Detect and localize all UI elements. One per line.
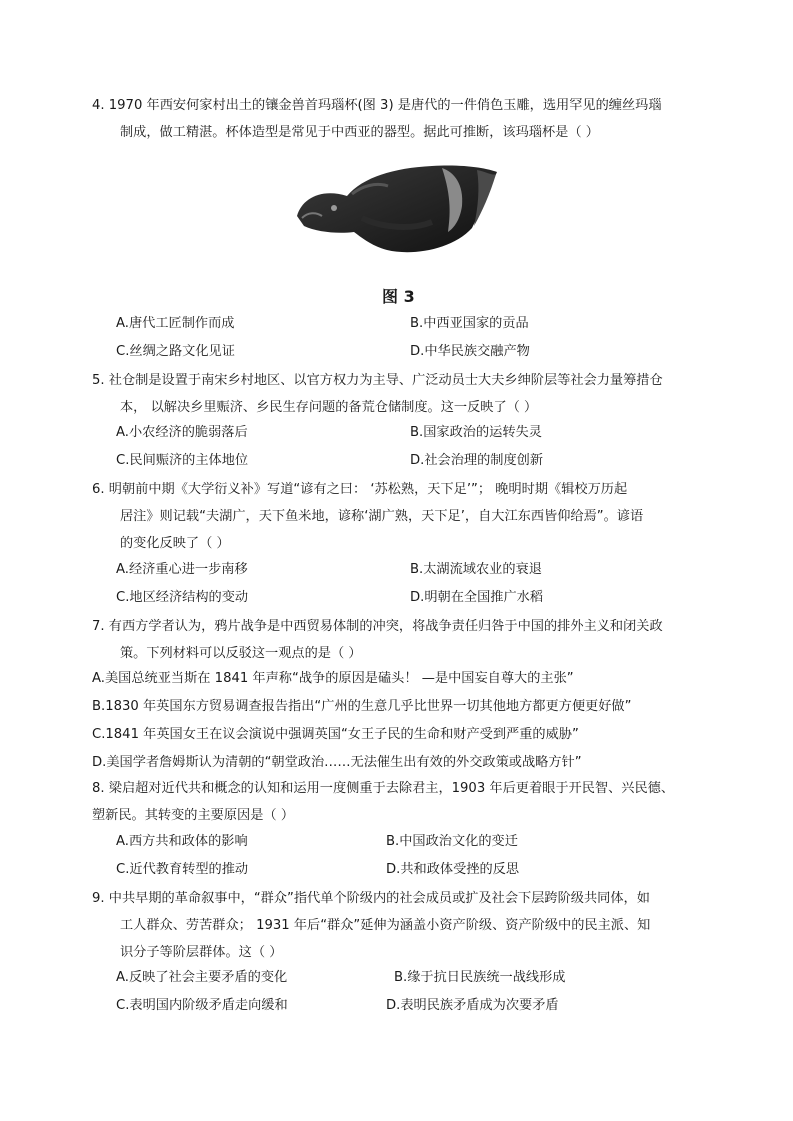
q7-option-d[interactable]: D.美国学者詹姆斯认为清朝的“朝堂政治……无法催生出有效的外交政策或战略方针” bbox=[92, 755, 582, 770]
q8-option-b[interactable]: B.中国政治文化的变迁 bbox=[386, 834, 518, 849]
q7-stem-line2: 策。下列材料可以反驳这一观点的是（ ） bbox=[120, 646, 362, 661]
q4-stem-line1: 4. 1970 年西安何家村出土的镶金兽首玛瑙杯(图 3) 是唐代的一件俏色玉雕，选用罕见的缠丝玛瑙 bbox=[92, 98, 662, 113]
q6-option-a[interactable]: A.经济重心进一步南移 bbox=[116, 562, 248, 577]
q8-option-a[interactable]: A.西方共和政体的影响 bbox=[116, 834, 248, 849]
q9-stem-line2: 工人群众、劳苦群众； 1931 年后“群众”延伸为涵盖小资产阶级、资产阶级中的民主派、知 bbox=[120, 918, 651, 933]
q7-stem-line1: 7. 有西方学者认为，鸦片战争是中西贸易体制的冲突，将战争责任归咎于中国的排外主义和闭关政 bbox=[92, 619, 663, 634]
q5-option-a[interactable]: A.小农经济的脆弱落后 bbox=[116, 425, 248, 440]
q9-option-d[interactable]: D.表明民族矛盾成为次要矛盾 bbox=[386, 998, 559, 1013]
figure-caption: 图 3 bbox=[382, 287, 415, 306]
q4-option-d[interactable]: D.中华民族交融产物 bbox=[410, 344, 530, 359]
q7-option-a[interactable]: A.美国总统亚当斯在 1841 年声称“战争的原因是磕头！ —是中国妄自尊大的主张” bbox=[92, 671, 574, 686]
agate-cup-figure bbox=[292, 158, 502, 258]
q8-option-d[interactable]: D.共和政体受挫的反思 bbox=[386, 862, 520, 877]
q5-option-b[interactable]: B.国家政治的运转失灵 bbox=[410, 425, 542, 440]
q6-option-d[interactable]: D.明朝在全国推广水稻 bbox=[410, 590, 544, 605]
q5-option-c[interactable]: C.民间赈济的主体地位 bbox=[116, 453, 249, 468]
q5-stem-line2: 本， 以解决乡里赈济、乡民生存问题的备荒仓储制度。这一反映了（ ） bbox=[120, 400, 538, 415]
q5-option-d[interactable]: D.社会治理的制度创新 bbox=[410, 453, 544, 468]
q9-stem-line3: 识分子等阶层群体。这（ ） bbox=[120, 945, 283, 960]
q8-option-c[interactable]: C.近代教育转型的推动 bbox=[116, 862, 249, 877]
q4-option-c[interactable]: C.丝绸之路文化见证 bbox=[116, 344, 235, 359]
q4-option-b[interactable]: B.中西亚国家的贡品 bbox=[410, 316, 529, 331]
q6-stem-line3: 的变化反映了（ ） bbox=[120, 536, 230, 551]
q6-stem-line1: 6. 明朝前中期《大学衍义补》写道“谚有之曰： ‘苏松熟，天下足’”； 晚明时期《辑校万历起 bbox=[92, 482, 628, 497]
q8-stem-line1: 8. 梁启超对近代共和概念的认知和运用一度侧重于去除君主，1903 年后更着眼于开民智、兴民德、 bbox=[92, 781, 675, 796]
q9-option-a[interactable]: A.反映了社会主要矛盾的变化 bbox=[116, 970, 288, 985]
q9-option-c[interactable]: C.表明国内阶级矛盾走向缓和 bbox=[116, 998, 288, 1013]
q9-stem-line1: 9. 中共早期的革命叙事中，“群众”指代单个阶级内的社会成员或扩及社会下层跨阶级共同体，如 bbox=[92, 891, 650, 906]
q6-option-b[interactable]: B.太湖流域农业的衰退 bbox=[410, 562, 542, 577]
q5-stem-line1: 5. 社仓制是设置于南宋乡村地区、以官方权力为主导、广泛动员士大夫乡绅阶层等社会力量筹措仓 bbox=[92, 373, 663, 388]
q6-option-c[interactable]: C.地区经济结构的变动 bbox=[116, 590, 249, 605]
q9-option-b[interactable]: B.缘于抗日民族统一战线形成 bbox=[394, 970, 566, 985]
q8-stem-line2: 塑新民。其转变的主要原因是（ ） bbox=[92, 808, 295, 823]
q4-option-a[interactable]: A.唐代工匠制作而成 bbox=[116, 316, 235, 331]
q7-option-b[interactable]: B.1830 年英国东方贸易调查报告指出“广州的生意几乎比世界一切其他地方都更方便更好做” bbox=[92, 699, 632, 714]
q7-option-c[interactable]: C.1841 年英国女王在议会演说中强调英国“女王子民的生命和财产受到严重的威胁” bbox=[92, 727, 579, 742]
q4-stem-line2: 制成，做工精湛。杯体造型是常见于中西亚的器型。据此可推断，该玛瑙杯是（ ） bbox=[120, 125, 599, 140]
q6-stem-line2: 居注》则记载“夫湖广，天下鱼米地，谚称‘湖广熟，天下足’，自大江东西皆仰给焉”。谚语 bbox=[120, 509, 644, 524]
